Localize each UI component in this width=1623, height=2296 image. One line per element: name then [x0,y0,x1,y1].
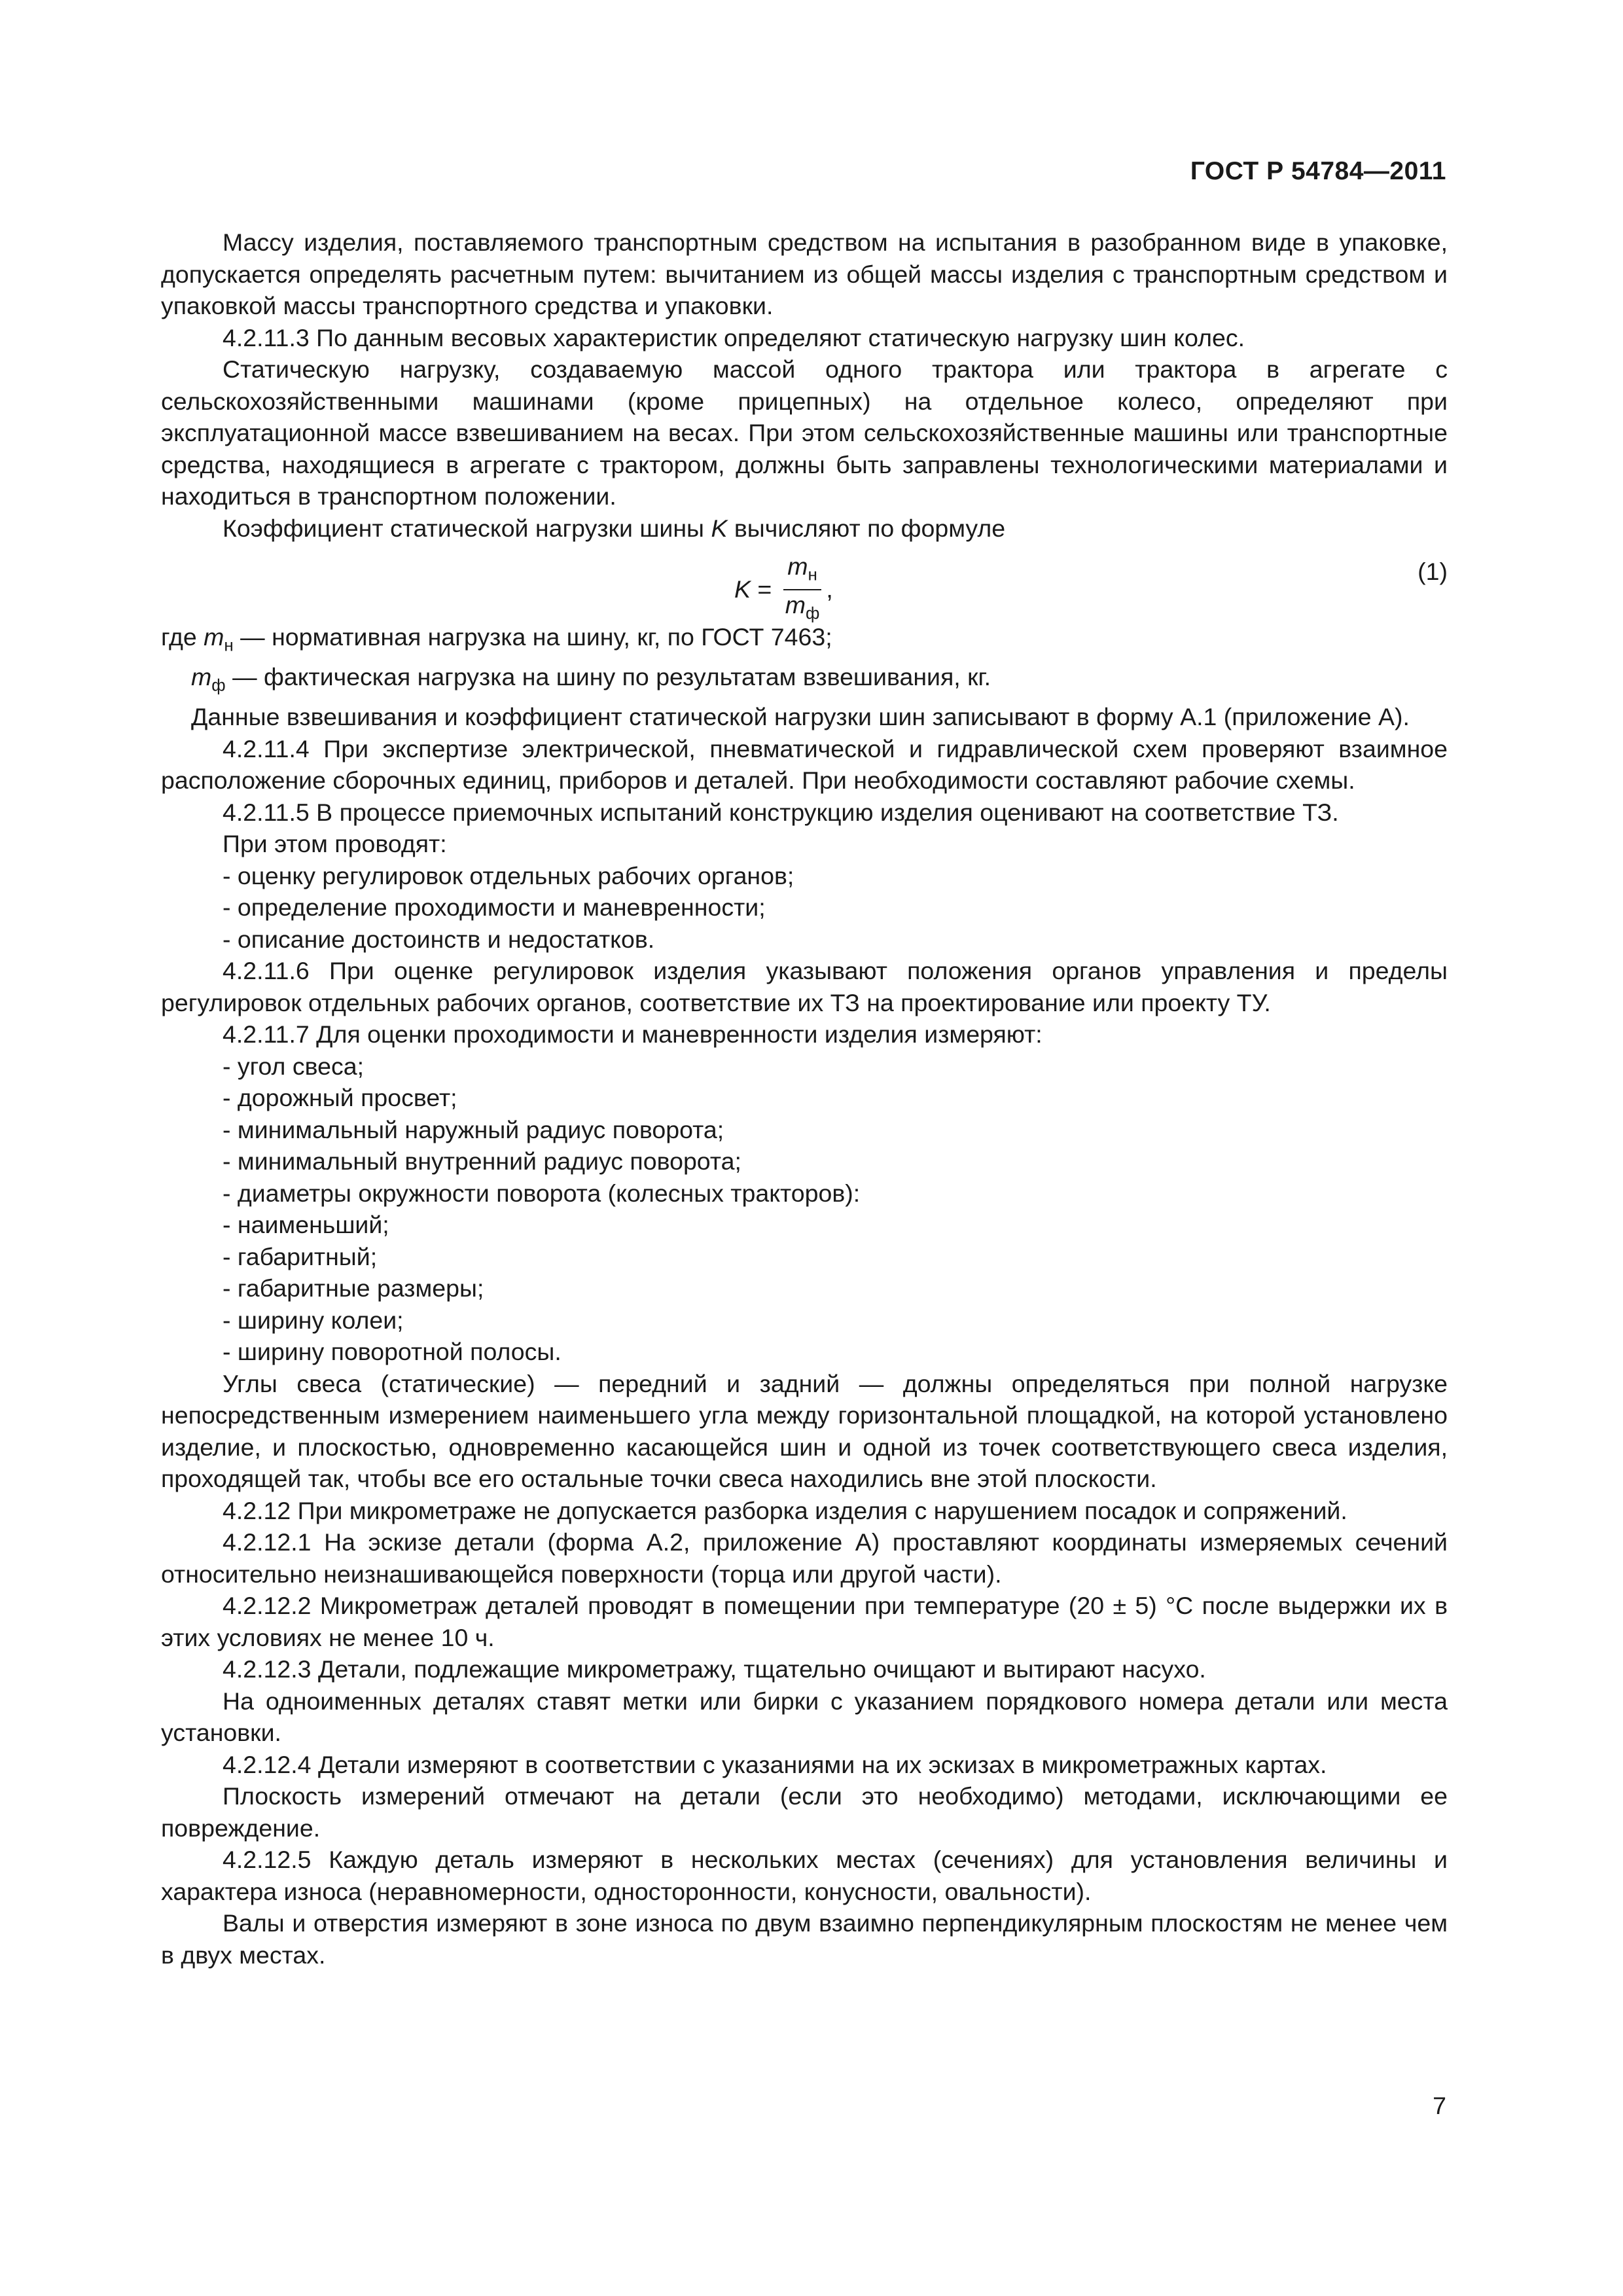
paragraph-mass-calc: Массу изделия, поставляемого транспортным средством на испытания в разобранном виде в упаковке, допускается определять расчетным путем: вычитанием из общей массы изделия с транспортным средством и упаковкой массы транспортного средства и упаковки. [161,228,1448,319]
paragraph-coefficient-intro [161,512,1448,545]
intro-text-b: вычисляют по формуле [727,514,1006,542]
list-item: - дорожный просвет; [161,1082,1448,1114]
paragraph-conducted: При этом проводят: [223,830,447,857]
def-text-1: — нормативная нагрузка на шину, кг, по ГОСТ 7463; [233,623,832,651]
paragraph-shafts-holes: Валы и отверстия измеряют в зоне износа по двум взаимно перпендикулярным плоскостям не менее чем в двух местах. [161,1909,1448,1969]
list-item: - диаметры окружности поворота (колесных тракторов): [161,1177,1448,1210]
variable-k: K [711,514,728,542]
formula-expression [734,553,833,626]
list-item: - габаритные размеры; [161,1272,1448,1304]
list-item: - ширину поворотной полосы. [161,1336,1448,1368]
formula-numerator [783,553,821,590]
formula-1 [161,547,1448,620]
paragraph-4-2-11-3: 4.2.11.3 По данным весовых характеристик определяют статическую нагрузку шин колес. [223,323,1245,351]
list-item: - описание достоинств и недостатков. [161,924,1448,956]
paragraph-overhang-angles: Углы свеса (статические) — передний и задний — должны определяться при полной нагрузке непосредственным измерением наименьшего угла между горизонтальной площадкой, на которой установлено изделие, и плоскостью, одновременно касающейся шин и одной из точек соответствующего свеса изделия, проходящей так, чтобы все его остальные точки свеса находились вне этой плоскости. [161,1369,1448,1492]
formula-equals: = [751,575,779,603]
def-var-1: m [204,623,224,651]
paragraph-4-2-12-3: 4.2.12.3 Детали, подлежащие микрометражу, тщательно очищают и вытирают насухо. [223,1655,1206,1683]
paragraph-4-2-12: 4.2.12 При микрометраже не допускается разборка изделия с нарушением посадок и сопряжений. [223,1496,1347,1524]
formula-denominator [781,590,824,626]
paragraph-4-2-12-2: 4.2.12.2 Микрометраж деталей проводят в помещении при температуре (20 ± 5) °С после выдержки их в этих условиях не менее 10 ч. [161,1592,1448,1651]
def-text-2: — фактическая нагрузка на шину по результатам взвешивания, кг. [225,663,991,691]
formula-tail: , [826,575,833,603]
numerator-sub: н [808,564,817,584]
def-var-2: m [191,663,212,691]
paragraph-labels: На одноименных деталях ставят метки или бирки с указанием порядкового номера детали или места установки. [161,1687,1448,1746]
intro-text-a: Коэффициент статической нагрузки шины [223,514,711,542]
list-item: - оценку регулировок отдельных рабочих органов; [161,860,1448,892]
denominator-var: m [785,590,806,619]
list-item: - минимальный внутренний радиус поворота; [161,1145,1448,1177]
paragraph-weighing-data: Данные взвешивания и коэффициент статической нагрузки шин записывают в форму А.1 (приложение А). [191,703,1410,730]
paragraph-4-2-11-7: 4.2.11.7 Для оценки проходимости и маневренности изделия измеряют: [223,1020,1043,1048]
list-item: - минимальный наружный радиус поворота; [161,1114,1448,1146]
formula-lhs: K [734,575,751,603]
list-item: - угол свеса; [161,1050,1448,1083]
paragraph-4-2-12-5: 4.2.12.5 Каждую деталь измеряют в нескольких местах (сечениях) для установления величины и характера износа (неравномерности, односторонности, конусности, овальности). [161,1846,1448,1905]
paragraph-measurement-plane: Плоскость измерений отмечают на детали (если это необходимо) методами, исключающими ее повреждение. [161,1782,1448,1842]
list-item: - наименьший; [161,1209,1448,1241]
formula-fraction [781,553,824,626]
paragraph-static-load: Статическую нагрузку, создаваемую массой одного трактора или трактора в агрегате с сельскохозяйственными машинами (кроме прицепных) на отдельное колесо, определяют при эксплуатационной массе взвешиванием на весах. При этом сельскохозяйственные машины или транспортные средства, находящиеся в агрегате с трактором, должны быть заправлены технологическими материалами и находиться в транспортном положении. [161,355,1448,510]
page-body [161,226,1448,1971]
formula-number: (1) [1418,558,1448,585]
definition-m-f [161,661,1448,701]
def-sub-1: н [224,635,234,655]
paragraph-4-2-12-1: 4.2.12.1 На эскизе детали (форма А.2, приложение А) проставляют координаты измеряемых сечений относительно неизнашивающейся поверхности (торца или другой части). [161,1528,1448,1588]
def-sub-2: ф [211,675,226,695]
denominator-sub: ф [806,603,820,622]
definition-m-n [161,621,1448,661]
list-item: - ширину колеи; [161,1304,1448,1336]
page-number: 7 [1433,2092,1446,2119]
where-lead: где [161,623,204,651]
paragraph-4-2-12-4: 4.2.12.4 Детали измеряют в соответствии с указаниями на их эскизах в микрометражных картах. [223,1750,1327,1778]
list-item: - габаритный; [161,1241,1448,1273]
document-header: ГОСТ Р 54784—2011 [1190,157,1446,185]
paragraph-4-2-11-6: 4.2.11.6 При оценке регулировок изделия указывают положения органов управления и пределы регулировок отдельных рабочих органов, соответствие их ТЗ на проектирование или проекту ТУ. [161,957,1448,1016]
numerator-var: m [787,552,808,580]
list-item: - определение проходимости и маневренности; [161,891,1448,924]
paragraph-4-2-11-4: 4.2.11.4 При экспертизе электрической, пневматической и гидравлической схем проверяют взаимное расположение сборочных единиц, приборов и деталей. При необходимости составляют рабочие схемы. [161,734,1448,794]
paragraph-4-2-11-5: 4.2.11.5 В процессе приемочных испытаний конструкцию изделия оценивают на соответствие ТЗ. [223,798,1339,826]
